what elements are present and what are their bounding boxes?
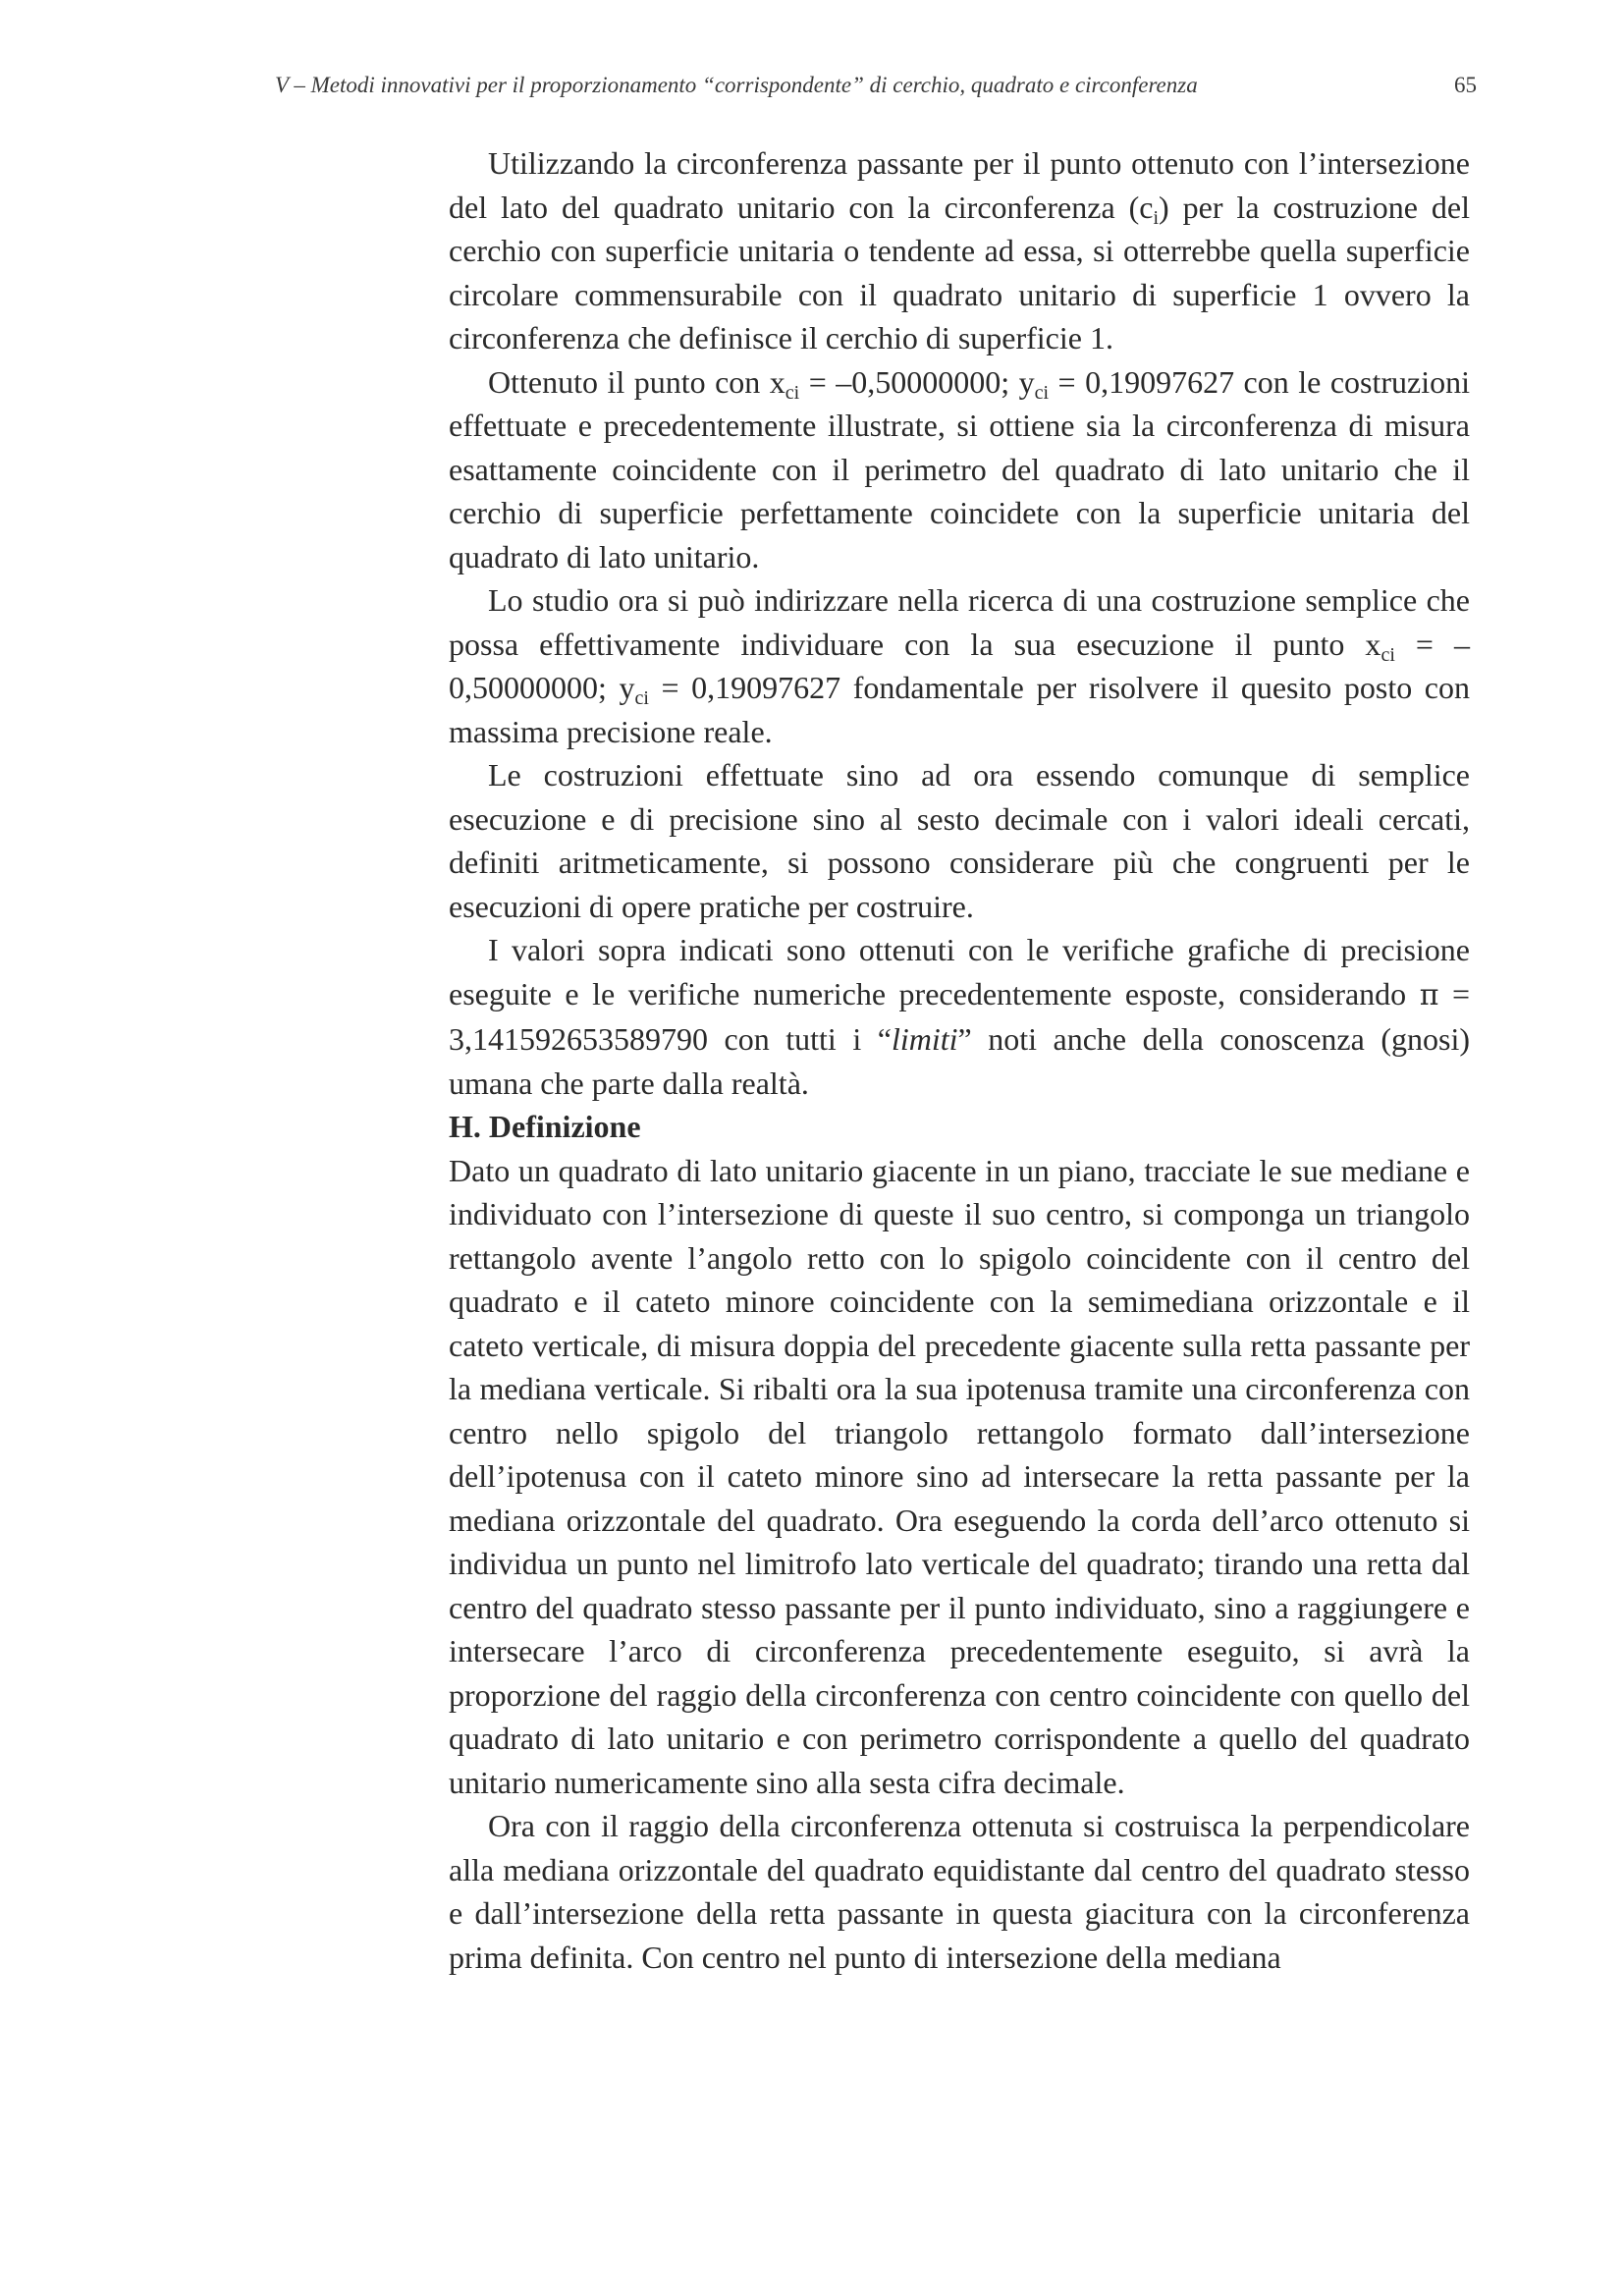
- pi-symbol: π: [1419, 977, 1439, 1012]
- paragraph-7: Ora con il raggio della circonferenza ottenuta si costruisca la perpendicolare alla mediana orizzontale del quadrato equidistante dal centro del quadrato stesso e dall’intersezione della retta passante in questa giacitura con la circonferenza prima definita. Con centro nel punto di intersezione della mediana: [449, 1808, 1470, 1975]
- paragraph-5-part-c: ” noti anche della conoscenza (gnosi) umana che parte dalla realtà.: [449, 1021, 1471, 1101]
- paragraph-6: Dato un quadrato di lato unitario giacente in un piano, tracciate le sue mediane e individuato con l’intersezione di queste il suo centro, si componga un triangolo rettangolo avente l’angolo retto con lo spigolo coincidente con il centro del quadrato e il cateto minore coincidente con la semimediana orizzontale e il cateto verticale, di misura doppia del precedente giacente sulla retta passante per la mediana verticale. Si ribalti ora la sua ipotenusa tramite una circonferenza con centro nello spigolo del triangolo rettangolo formato dall’intersezione dell’ipotenusa con il cateto minore sino ad intersecare la retta passante per la mediana orizzontale del quadrato. Ora eseguendo la corda dell’arco ottenuto si individua un punto nel limitrofo lato verticale del quadrato; tirando una retta dal centro del quadrato stesso passante per il punto individuato, sino a raggiungere e intersecare l’arco di circonferenza precedentemente eseguito, si avrà la proporzione del raggio della circonferenza con centro coincidente con quello del quadrato di lato unitario e con perimetro corrispondente a quello del quadrato unitario numericamente sino alla sesta cifra decimale.: [449, 1152, 1470, 1800]
- page-number: 65: [1454, 73, 1477, 97]
- paragraph-3-part-a: Lo studio ora si può indirizzare nella ricerca di una costruzione semplice che possa effettivamente individuare con la sua esecuzione il punto x: [449, 582, 1470, 662]
- running-title: V – Metodi innovativi per il proporzionamento “corrispondente” di cerchio, quadrato e circonferenza: [275, 73, 1198, 97]
- paragraph-2-part-c: = 0,19097627 con le costruzioni effettuate e precedentemente illustrate, si ottiene sia la circonferenza di misura esattamente coincidente con il perimetro del quadrato di lato unitario che il cerchio di superficie perfettamente coincidete con la superficie unitaria del quadrato di lato unitario.: [449, 363, 1471, 574]
- paragraph-3-subscript-1: ci: [1380, 643, 1395, 666]
- paragraph-3: [449, 578, 1470, 753]
- paragraph-5: [449, 928, 1470, 1105]
- paragraph-2-part-b: = –0,50000000; y: [799, 363, 1035, 400]
- paragraph-1-subscript: i: [1153, 206, 1160, 229]
- paragraph-5-part-a: I valori sopra indicati sono ottenuti con le verifiche grafiche di precisione eseguite e le verifiche numeriche precedentemente esposte, considerando: [449, 932, 1470, 1011]
- paragraph-3-part-c: = 0,19097627 fondamentale per risolvere il quesito posto con massima precisione reale.: [449, 670, 1471, 749]
- paragraph-2-subscript-1: ci: [785, 381, 800, 404]
- paragraph-2-part-a: Ottenuto il punto con x: [488, 363, 785, 400]
- paragraph-4: Le costruzioni effettuate sino ad ora essendo comunque di semplice esecuzione e di precisione sino al sesto decimale con i valori ideali cercati, definiti aritmeticamente, si possono considerare più che congruenti per le esecuzioni di opere pratiche per costruire.: [449, 757, 1470, 924]
- paragraph-5-italic: limiti: [891, 1021, 958, 1057]
- section-heading: H. Definizione: [449, 1109, 641, 1144]
- paragraph-1-part-a: Utilizzando la circonferenza passante per il punto ottenuto con l’intersezione del lato del quadrato unitario con la circonferenza (c: [449, 145, 1470, 225]
- paragraph-5-part-b: = 3,141592653589790 con tutti i “: [449, 975, 1470, 1057]
- body-text: [449, 141, 1470, 1979]
- paragraph-2-subscript-2: ci: [1034, 381, 1050, 404]
- paragraph-3-part-b: = –0,50000000; y: [449, 626, 1471, 705]
- paragraph-3-subscript-2: ci: [634, 687, 649, 709]
- running-head: [275, 71, 1477, 100]
- paragraph-1: [449, 141, 1470, 360]
- paragraph-1-part-b: ) per la costruzione del cerchio con superficie unitaria o tendente ad essa, si otterrebbe quella superficie circolare commensurabile con il quadrato unitario di superficie 1 ovvero la circonferenza che definisce il cerchio di superficie 1.: [449, 189, 1470, 355]
- paragraph-2: [449, 360, 1470, 579]
